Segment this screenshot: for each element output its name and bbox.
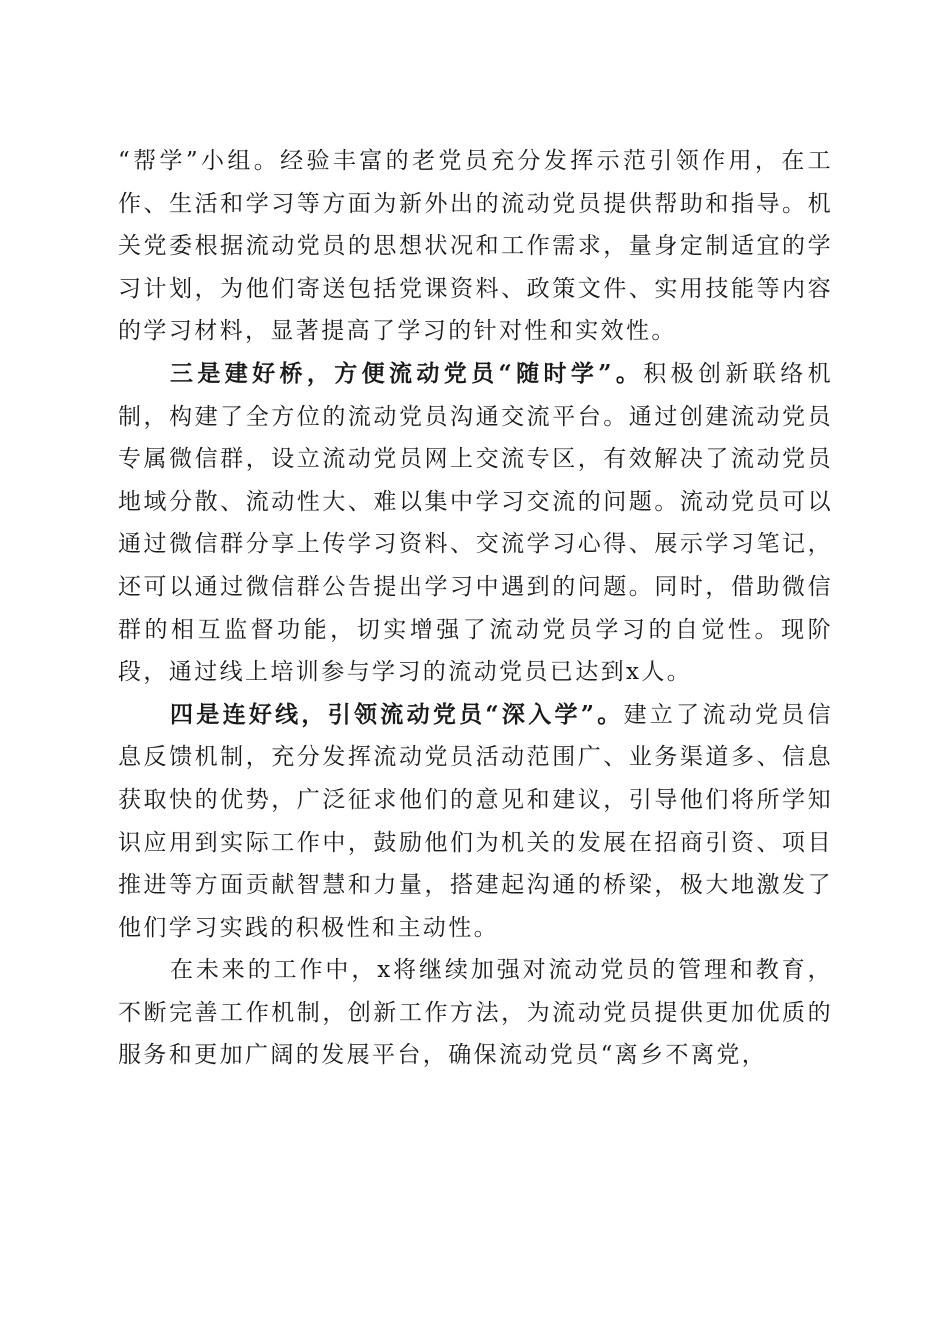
paragraph-text: 积极创新联络机制，构建了全方位的流动党员沟通交流平台。通过创建流动党员专属微信群，设立流动党员网上交流专区，有效解决了流动党员地域分散、流动性大、难以集中学习交流的问题。流动党员可以通过微信群分享上传学习资料、交流学习心得、展示学习笔记，还可以通过微信群公告提出学习中遇到的问题。同时，借助微信群的相互监督功能，切实增强了流动党员学习的自觉性。现阶段，通过线上培训参与学习的流动党员已达到x人。	[118, 360, 833, 686]
paragraph-text: “帮学”小组。经验丰富的老党员充分发挥示范引领作用，在工作、生活和学习等方面为新外出的流动党员提供帮助和指导。机关党委根据流动党员的思想状况和工作需求，量身定制适宜的学习计划，为他们寄送包括党课资料、政策文件、实用技能等内容的学习材料，显著提高了学习的针对性和实效性。	[118, 148, 833, 345]
paragraph-text: 建立了流动党员信息反馈机制，充分发挥流动党员活动范围广、业务渠道多、信息获取快的优势，广泛征求他们的意见和建议，引导他们将所学知识应用到实际工作中，鼓励他们为机关的发展在招商引资、项目推进等方面贡献智慧和力量，搭建起沟通的桥梁，极大地激发了他们学习实践的积极性和主动性。	[118, 701, 833, 941]
paragraph-lead: 三是建好桥，方便流动党员“随时学”。	[170, 359, 644, 387]
paragraph-text: 在未来的工作中，x将继续加强对流动党员的管理和教育，不断完善工作机制，创新工作方法，为流动党员提供更加优质的服务和更加广阔的发展平台，确保流动党员“离乡不离党，	[118, 957, 833, 1069]
paragraph-lead: 四是连好线，引领流动党员“深入学”。	[170, 700, 624, 728]
paragraph-future-work	[118, 949, 833, 1077]
paragraph-point-four	[118, 694, 833, 950]
paragraph-point-three	[118, 353, 833, 694]
paragraph-continued	[118, 140, 833, 353]
document-body	[118, 140, 833, 1077]
